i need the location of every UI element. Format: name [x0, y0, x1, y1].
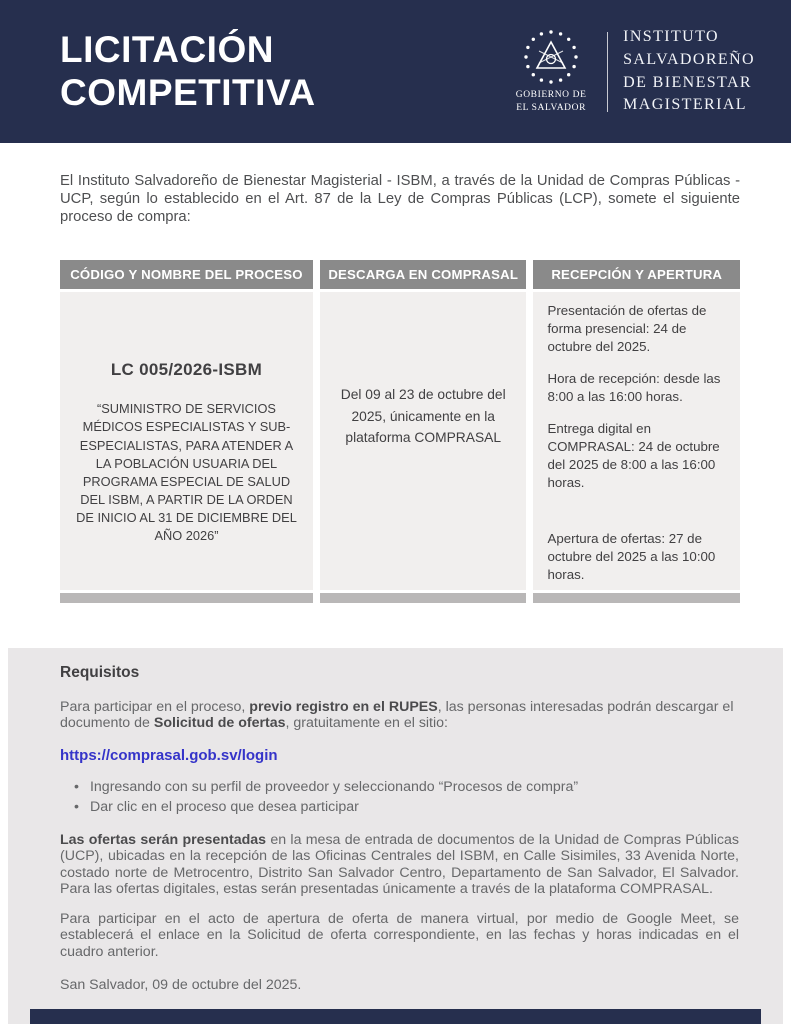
- requisitos-p1-text1: Para participar en el proceso,: [60, 699, 250, 715]
- requisitos-paragraph-registro: [60, 699, 739, 732]
- column-footer-bar: [533, 593, 740, 603]
- requisitos-p1-text2: , las personas interesadas podrán descargar el documento de: [60, 699, 734, 732]
- recepcion-digital: Entrega digital en COMPRASAL: 24 de octubre del 2025 de 8:00 a las 16:00 horas.: [547, 420, 720, 490]
- apertura-virtual-paragraph: Para participar en el acto de apertura de oferta de manera virtual, por medio de Google Meet, se establecerá el enlace en la Solicitud de oferta correspondiente, en las fechas y horas indicadas en el cuadro anterior.: [60, 910, 739, 960]
- requisitos-heading: Requisitos: [60, 664, 140, 681]
- requisitos-p1-bold2: Solicitud de ofertas: [153, 715, 286, 732]
- footer-bar: [30, 1009, 761, 1024]
- column-header-recepcion: RECEPCIÓN Y APERTURA: [533, 260, 740, 289]
- bullet2-text: Dar clic en el proceso que desea participar: [89, 798, 359, 815]
- government-label: [516, 89, 587, 114]
- institute-name-line3: DE BIENESTAR: [623, 73, 752, 91]
- list-item: [74, 778, 739, 798]
- institute-name: [623, 26, 755, 117]
- bullet-icon: •: [74, 798, 79, 815]
- intro-paragraph: El Instituto Salvadoreño de Bienestar Magisterial - ISBM, a través de la Unidad de Compras Públicas - UCP, según lo establecido en el Art. 87 de la Ley de Compras Públicas (LCP), somete el siguiente proceso de compra:: [60, 173, 740, 225]
- column-body-descarga: [320, 292, 527, 590]
- list-item: [74, 798, 739, 818]
- ofertas-bold: Las ofertas serán presentadas: [60, 831, 267, 848]
- institute-name-line1: INSTITUTO: [623, 28, 719, 46]
- ofertas-paragraph: [60, 832, 739, 898]
- descarga-text: Del 09 al 23 de octubre del 2025, únicamente en la plataforma COMPRASAL: [340, 387, 506, 445]
- brand-block: [510, 26, 755, 117]
- requisitos-p1-bold1: previo registro en el RUPES: [249, 699, 438, 715]
- column-header-descarga: DESCARGA EN COMPRASAL: [320, 260, 527, 289]
- recepcion-hora: Hora de recepción: desde las 8:00 a las 16:00 horas.: [547, 371, 721, 404]
- brand-divider: [607, 32, 608, 112]
- government-logo: [510, 29, 592, 114]
- process-column-recepcion: [533, 260, 740, 603]
- page-title: [60, 29, 316, 113]
- process-table: [60, 260, 740, 603]
- column-header-codigo: CÓDIGO Y NOMBRE DEL PROCESO: [60, 260, 313, 289]
- comprasal-login-link[interactable]: https://comprasal.gob.sv/login: [60, 746, 278, 764]
- bullet-icon: •: [74, 778, 79, 795]
- requisitos-section: [8, 648, 783, 1024]
- column-footer-bar: [60, 593, 313, 603]
- bullet1-text: Ingresando con su perfil de proveedor y seleccionando: [89, 778, 439, 795]
- column-body-codigo: [60, 292, 313, 590]
- government-label-line1: GOBIERNO DE: [515, 90, 587, 101]
- recepcion-apertura: Apertura de ofertas: 27 de octubre del 2025 a las 10:00 horas.: [547, 530, 716, 582]
- page-title-line2: COMPETITIVA: [60, 71, 316, 113]
- column-body-recepcion: [533, 292, 740, 590]
- ofertas-text: en la mesa de entrada de documentos de la Unidad de Compras Públicas (UCP), ubicadas en la recepción de las Oficinas Centrales del ISBM, en Calle Sisimiles, 33 Avenida Norte, costado norte de Metrocentro, Distrito San Salvador Centro, Departamento de San Salvador, El Salvador. Para las ofertas digitales, estas serán presentadas únicamente a través de la plataforma COMPRASAL.: [60, 831, 739, 898]
- government-label-line2: EL SALVADOR: [516, 102, 587, 113]
- institute-name-line2: SALVADOREÑO: [623, 50, 755, 68]
- process-code: LC 005/2026-ISBM: [110, 360, 263, 380]
- requisitos-bullet-list: [60, 778, 739, 818]
- date-line: San Salvador, 09 de octubre del 2025.: [60, 976, 302, 993]
- recepcion-presencial: Presentación de ofertas de forma presencial: 24 de octubre del 2025.: [547, 303, 707, 355]
- header-banner: [0, 0, 791, 143]
- institute-name-line4: MAGISTERIAL: [623, 96, 747, 114]
- requisitos-p1-text3: , gratuitamente en el sitio:: [285, 715, 448, 732]
- column-footer-bar: [320, 593, 527, 603]
- process-column-codigo: [60, 260, 313, 603]
- process-description: “SUMINISTRO DE SERVICIOS MÉDICOS ESPECIALISTAS Y SUB-ESPECIALISTAS, PARA ATENDER A LA POBLACIÓN USUARIA DEL PROGRAMA ESPECIAL DE SALUD DEL ISBM, A PARTIR DE LA ORDEN DE INICIO AL 31 DE DICIEMBRE DEL AÑO 2026”: [76, 401, 297, 544]
- process-column-descarga: [320, 260, 527, 603]
- main-content: [0, 143, 791, 648]
- page-title-line1: LICITACIÓN: [60, 29, 274, 71]
- bullet1-bold: “Procesos de compra”: [438, 778, 579, 795]
- government-emblem-icon: [523, 29, 579, 85]
